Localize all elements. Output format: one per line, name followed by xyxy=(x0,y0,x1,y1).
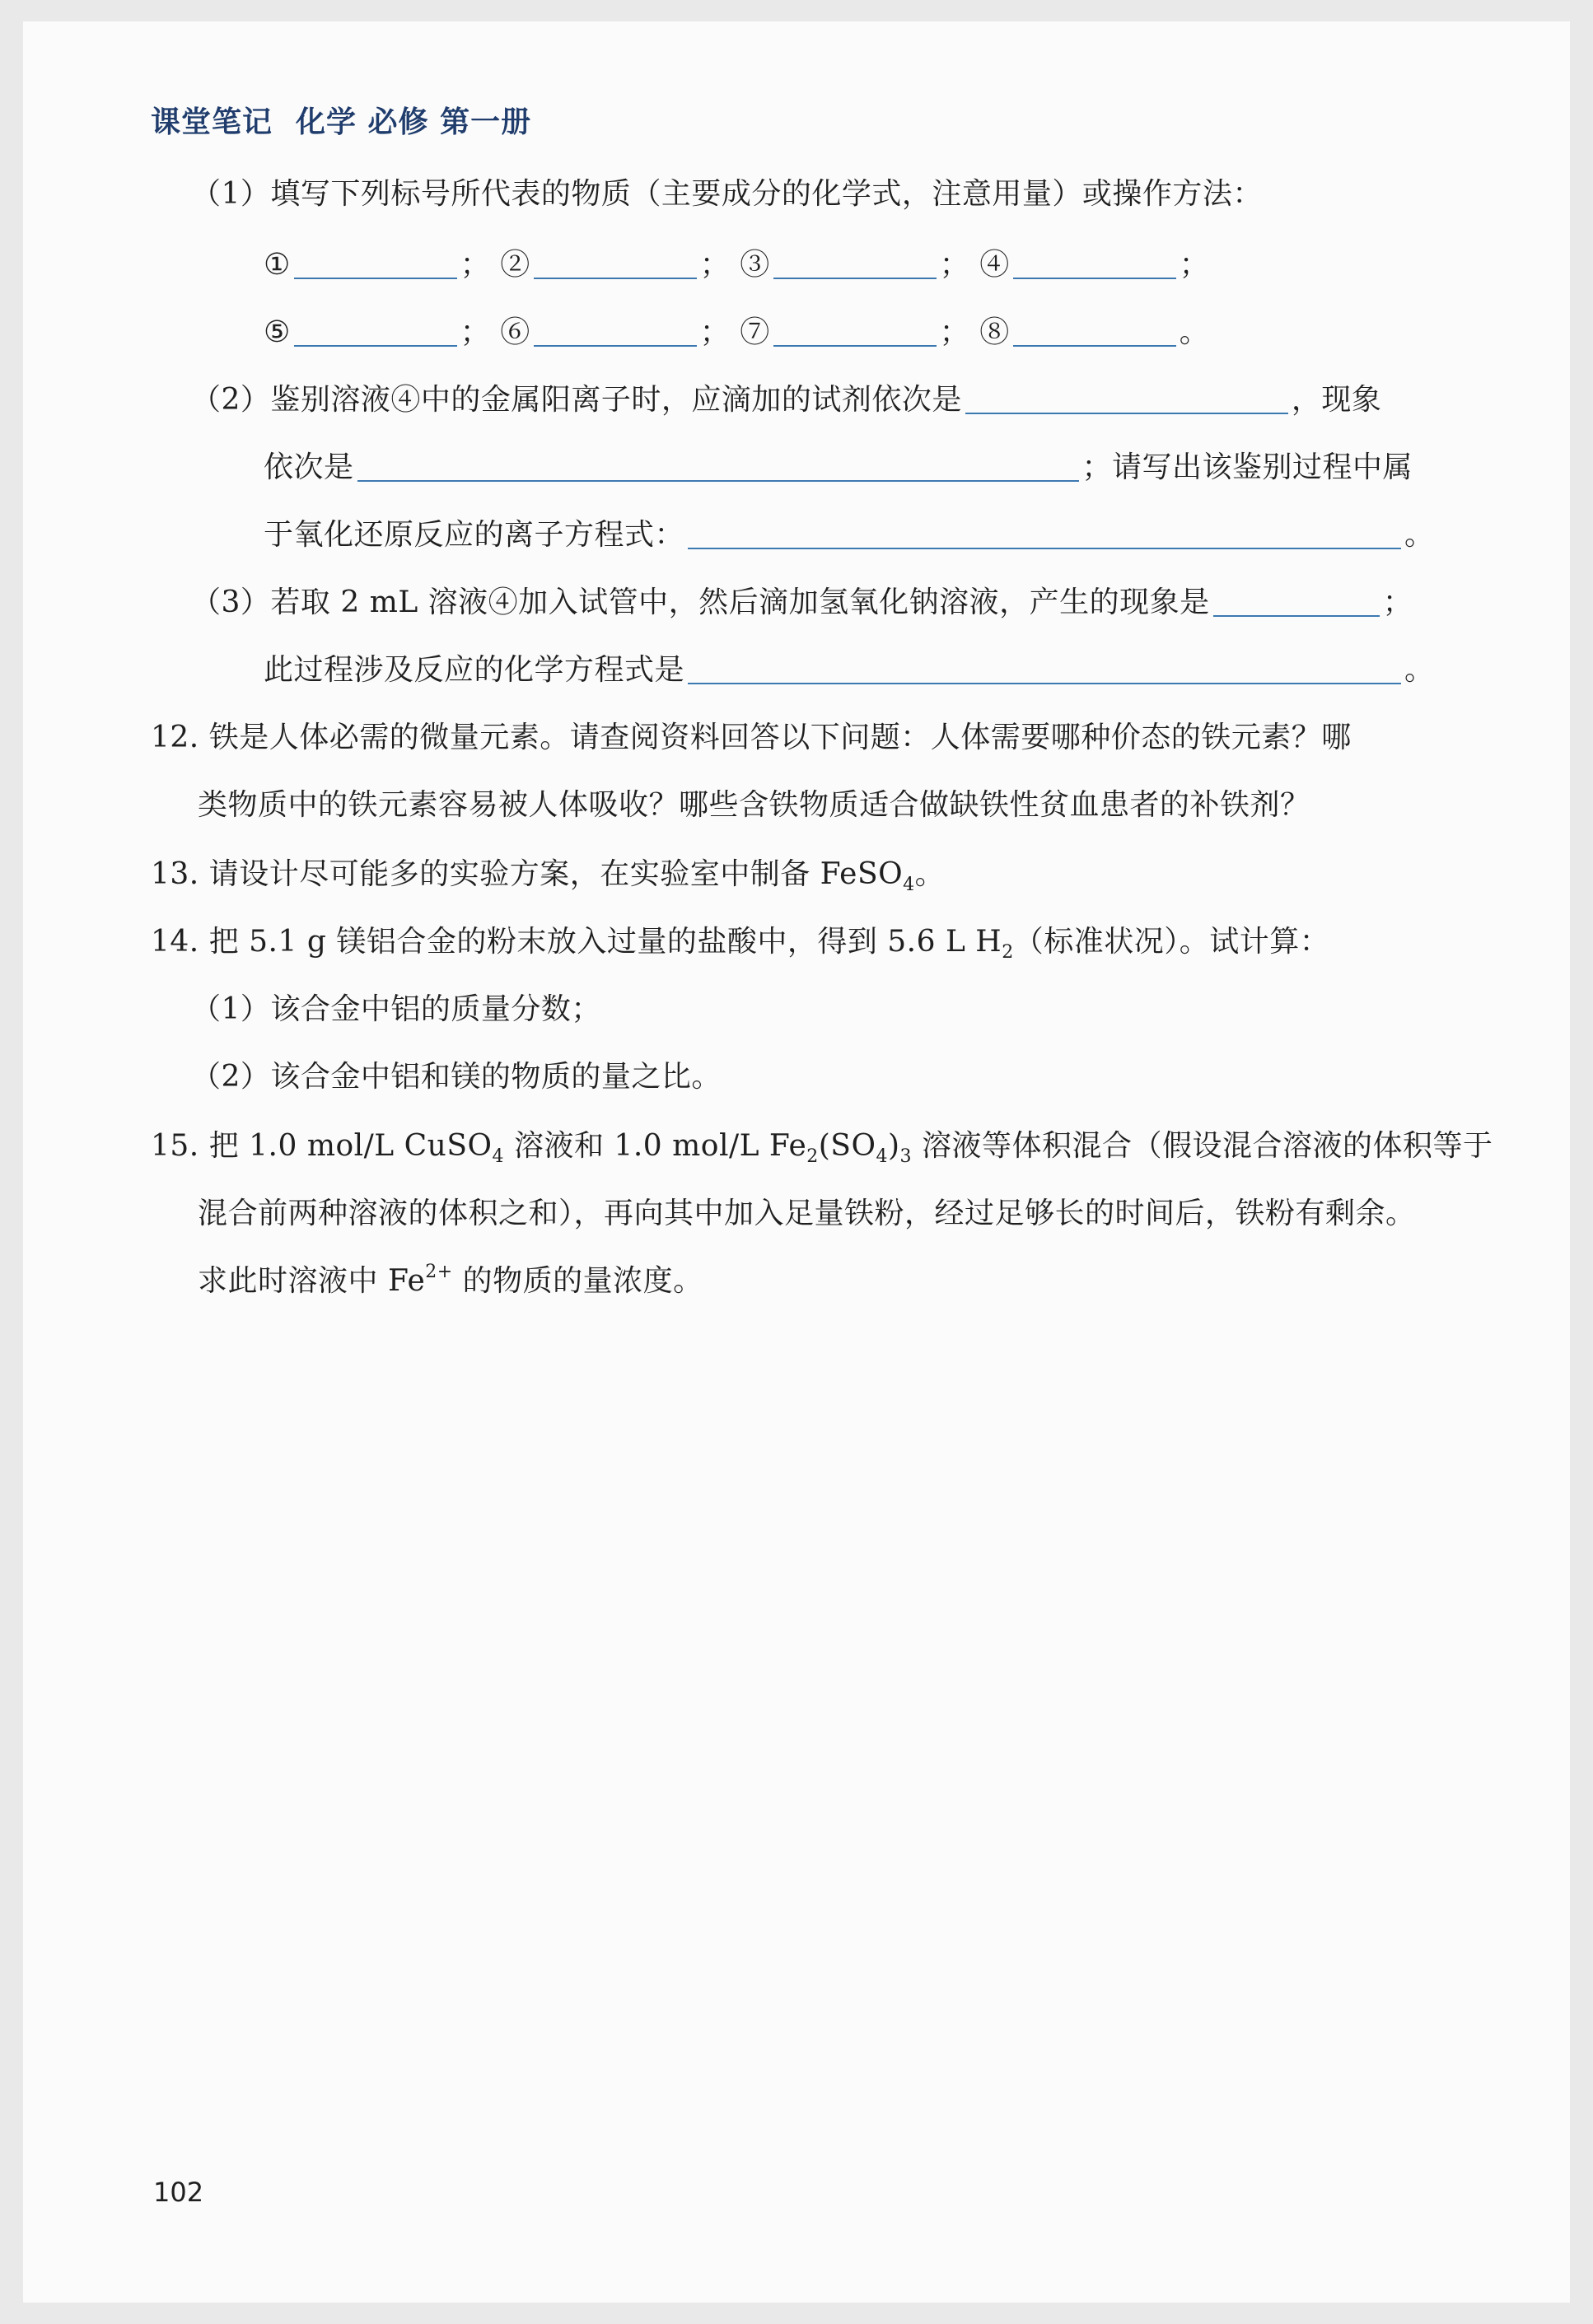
q11-part1-prompt: （1）填写下列标号所代表的物质（主要成分的化学式，注意用量）或操作方法： xyxy=(191,177,1263,211)
mark-1: ① xyxy=(264,248,291,282)
separator: ； xyxy=(460,248,491,282)
q11-part3-prompt: （3）若取 2 mL 溶液④加入试管中，然后滴加氢氧化钠溶液，产生的现象是 xyxy=(191,586,1210,619)
sentence-end: 。 xyxy=(1404,518,1435,552)
q11-part2-lead: 依次是 xyxy=(264,450,354,484)
separator: ； xyxy=(939,315,970,349)
mark-6: ⑥ xyxy=(500,315,530,349)
phenomenon-blank[interactable] xyxy=(357,450,1079,482)
chemical-equation-blank[interactable] xyxy=(688,653,1401,684)
mark-7: ⑦ xyxy=(740,315,770,349)
q13-text xyxy=(151,856,945,897)
q15-text-g: 的物质的量浓度。 xyxy=(452,1264,703,1298)
book-title: 化学 必修 第一册 xyxy=(296,105,532,139)
q12-line2: 类物质中的铁元素容易被人体吸收？哪些含铁物质适合做缺铁性贫血患者的补铁剂？ xyxy=(198,788,1310,822)
q14-part2: （2）该合金中铝和镁的物质的量之比。 xyxy=(191,1060,722,1094)
q13-text-main: 13. 请设计尽可能多的实验方案，在实验室中制备 FeSO xyxy=(151,857,904,891)
series-title: 课堂笔记 xyxy=(151,105,273,139)
q12-line1: 12. 铁是人体必需的微量元素。请查阅资料回答以下问题：人体需要哪种价态的铁元素？哪 xyxy=(151,721,1352,754)
separator: ； xyxy=(699,315,731,349)
separator: ； xyxy=(460,315,491,349)
sentence-end: 。 xyxy=(1179,315,1210,349)
q15-line2: 混合前两种溶液的体积之和），再向其中加入足量铁粉，经过足够长的时间后，铁粉有剩余。 xyxy=(198,1197,1416,1230)
q15-text-a: 15. 把 1.0 mol/L CuSO xyxy=(151,1129,493,1163)
q11-part2-cont: ；请写出该鉴别过程中属 xyxy=(1081,450,1413,484)
q15-subscript-3: 4 xyxy=(876,1146,888,1167)
answer-blank-6[interactable] xyxy=(534,315,697,347)
q11-blanks-row2 xyxy=(264,315,1209,351)
q15-text-f: 求此时溶液中 Fe xyxy=(198,1264,426,1298)
q11-part2-equation-prompt: 于氧化还原反应的离子方程式： xyxy=(264,518,685,552)
q14-subscript: 2 xyxy=(1002,942,1014,963)
q15-text-c: (SO xyxy=(818,1129,876,1163)
q11-part2-tail: ，现象 xyxy=(1291,383,1382,417)
q11-part3-equation-prompt: 此过程涉及反应的化学方程式是 xyxy=(264,653,685,687)
q13-text-end: 。 xyxy=(914,857,946,891)
ionic-equation-blank[interactable] xyxy=(688,518,1401,549)
q15-subscript-4: 3 xyxy=(899,1146,913,1167)
q11-part2-line3 xyxy=(264,517,1435,553)
answer-blank-4[interactable] xyxy=(1013,248,1176,279)
q14-text-end: （标准状况）。试计算： xyxy=(1013,925,1330,959)
q15-text-b: 溶液和 1.0 mol/L Fe xyxy=(504,1129,807,1163)
q14-part1: （1）该合金中铝的质量分数； xyxy=(191,992,601,1026)
q14-text xyxy=(151,924,1329,964)
q13-subscript: 4 xyxy=(903,875,915,895)
q15-superscript: 2+ xyxy=(425,1262,453,1282)
mark-5: ⑤ xyxy=(264,315,291,349)
answer-blank-7[interactable] xyxy=(773,315,937,347)
page-number: 102 xyxy=(153,2177,204,2208)
q15-subscript-2: 2 xyxy=(806,1146,819,1167)
sentence-end: 。 xyxy=(1404,653,1435,687)
reagent-blank[interactable] xyxy=(965,383,1288,414)
q15-line3 xyxy=(198,1263,703,1304)
q15-text-d: ) xyxy=(887,1129,900,1163)
q15-line1 xyxy=(151,1128,1493,1169)
q11-part2-line2 xyxy=(264,450,1413,486)
q15-subscript-1: 4 xyxy=(492,1146,505,1167)
q11-part2-line1 xyxy=(191,382,1381,418)
answer-blank-5[interactable] xyxy=(294,315,457,347)
q15-text-e: 溶液等体积混合（假设混合溶液的体积等于 xyxy=(912,1129,1493,1163)
answer-blank-2[interactable] xyxy=(534,248,697,279)
mark-4: ④ xyxy=(979,248,1010,282)
q11-part3-line2 xyxy=(264,652,1435,688)
answer-blank-8[interactable] xyxy=(1013,315,1176,347)
mark-8: ⑧ xyxy=(979,315,1010,349)
q14-text-main: 14. 把 5.1 g 镁铝合金的粉末放入过量的盐酸中，得到 5.6 L H xyxy=(151,925,1002,959)
answer-blank-3[interactable] xyxy=(773,248,937,279)
mark-2: ② xyxy=(500,248,530,282)
observation-blank[interactable] xyxy=(1213,586,1380,617)
separator: ； xyxy=(939,248,970,282)
separator: ； xyxy=(699,248,731,282)
answer-blank-1[interactable] xyxy=(294,248,457,279)
running-header xyxy=(151,99,554,141)
separator: ； xyxy=(1382,586,1413,619)
q11-part2-prompt: （2）鉴别溶液④中的金属阳离子时，应滴加的试剂依次是 xyxy=(191,383,962,417)
separator: ； xyxy=(1179,248,1210,282)
q11-part3-line1 xyxy=(191,585,1413,621)
q11-blanks-row1 xyxy=(264,247,1209,283)
mark-3: ③ xyxy=(740,248,770,282)
